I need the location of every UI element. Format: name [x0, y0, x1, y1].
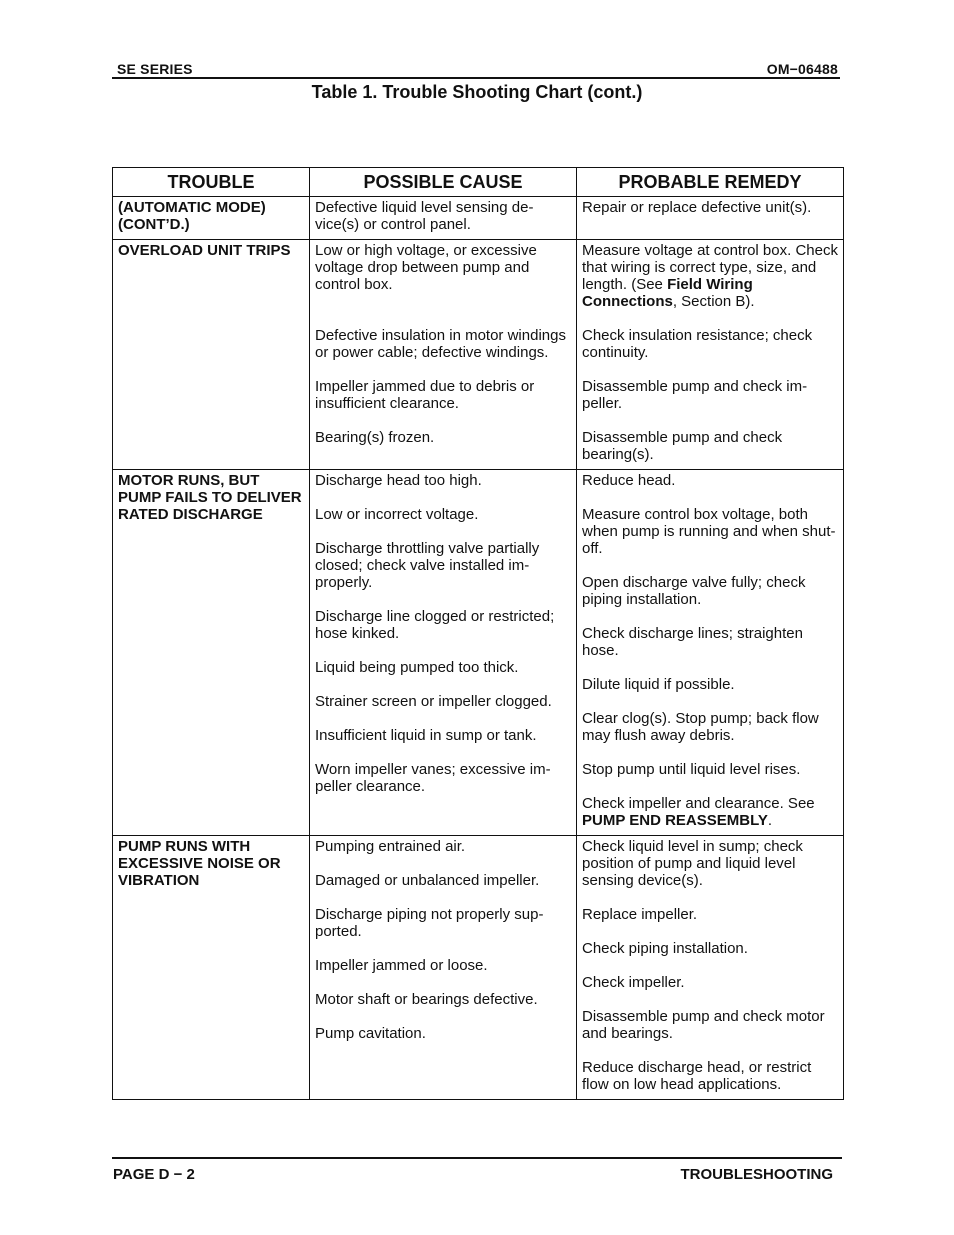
- trouble-cell: PUMP RUNS WITH EXCESSIVE NOISE OR VIBRATION: [113, 836, 310, 1100]
- possible-cause-cell: [310, 836, 577, 1100]
- cause-entry: Defective insulation in motor windings or power cable; defective windings.: [315, 327, 566, 361]
- remedy-entry: Reduce head.: [582, 472, 676, 489]
- possible-cause-cell: [310, 240, 577, 470]
- column-header-trouble: TROUBLE: [113, 168, 310, 197]
- remedy-entry: [582, 795, 838, 829]
- remedy-entry: Disassemble pump and check bearing(s).: [582, 429, 783, 463]
- cause-entry: Impeller jammed or loose.: [315, 957, 488, 974]
- remedy-entry: Reduce discharge head, or restrict flow on low head applications.: [582, 1059, 812, 1093]
- column-header-probable-remedy: PROBABLE REMEDY: [577, 168, 844, 197]
- table-row: [113, 470, 844, 836]
- remedy-entry: Check insulation resistance; check continuity.: [582, 327, 813, 361]
- remedy-reference: PUMP END REASSEMBLY: [582, 812, 768, 829]
- cause-entry: Strainer screen or impeller clogged.: [315, 693, 552, 710]
- remedy-entry: Stop pump until liquid level rises.: [582, 761, 801, 778]
- cause-entry: Discharge piping not properly supported.: [315, 906, 544, 940]
- header-doc-number: OM−06488: [766, 61, 838, 77]
- cause-entry: Liquid being pumped too thick.: [315, 659, 519, 676]
- table-row: [113, 836, 844, 1100]
- cause-entry: Insufficient liquid in sump or tank.: [315, 727, 537, 744]
- cause-entry: Pump cavitation.: [315, 1025, 426, 1042]
- probable-remedy-cell: [577, 836, 844, 1100]
- cause-entry: Defective liquid level sensing device(s) or control panel.: [315, 199, 534, 233]
- remedy-entry: Open discharge valve fully; check piping installation.: [582, 574, 806, 608]
- cause-entry: Low or high voltage, or excessive voltage drop between pump and control box.: [315, 242, 537, 293]
- probable-remedy-cell: [577, 470, 844, 836]
- remedy-text: Check impeller and clearance. See: [582, 795, 815, 812]
- table-body: [113, 197, 844, 1100]
- remedy-entry: Disassemble pump and check impeller.: [582, 378, 808, 412]
- table-row: [113, 240, 844, 470]
- table-title: Table 1. Trouble Shooting Chart (cont.): [311, 82, 643, 102]
- possible-cause-cell: [310, 470, 577, 836]
- remedy-text: Measure voltage at control box. Check that wiring is correct type, size, and length. (See: [582, 242, 838, 293]
- remedy-entry: Measure control box voltage, both when pump is running and when shut-off.: [582, 506, 836, 557]
- table-header-row: [113, 168, 844, 197]
- trouble-cell: (AUTOMATIC MODE) (CONT’D.): [113, 197, 310, 240]
- remedy-entry: Check discharge lines; straighten hose.: [582, 625, 803, 659]
- remedy-text-end: .: [767, 812, 773, 829]
- cause-entry: Discharge throttling valve partially closed; check valve installed improperly.: [315, 540, 540, 591]
- footer-page-number: PAGE D − 2: [113, 1166, 195, 1183]
- remedy-entry: Check liquid level in sump; check position of pump and liquid level sensing device(s).: [582, 838, 803, 889]
- cause-entry: Bearing(s) frozen.: [315, 429, 435, 446]
- cause-entry: Impeller jammed due to debris or insufficient clearance.: [315, 378, 535, 412]
- table-row: [113, 197, 844, 240]
- cause-entry: Motor shaft or bearings defective.: [315, 991, 538, 1008]
- header-series: SE SERIES: [117, 61, 193, 77]
- trouble-cell: MOTOR RUNS, BUT PUMP FAILS TO DELIVER RATED DISCHARGE: [113, 470, 310, 836]
- remedy-entry: Disassemble pump and check motor and bearings.: [582, 1008, 825, 1042]
- footer-section: TROUBLESHOOTING: [680, 1166, 833, 1183]
- remedy-reference: Field Wiring Connections: [582, 276, 753, 310]
- cause-entry: Low or incorrect voltage.: [315, 506, 479, 523]
- cause-entry: Discharge head too high.: [315, 472, 482, 489]
- cause-entry: Pumping entrained air.: [315, 838, 466, 855]
- remedy-entry: Check impeller.: [582, 974, 685, 991]
- remedy-entry: Dilute liquid if possible.: [582, 676, 735, 693]
- remedy-entry: Replace impeller.: [582, 906, 698, 923]
- cause-entry: Discharge line clogged or restricted; hose kinked.: [315, 608, 555, 642]
- remedy-entry: Clear clog(s). Stop pump; back flow may flush away debris.: [582, 710, 819, 744]
- remedy-entry: [582, 242, 838, 310]
- remedy-entry: Repair or replace defective unit(s).: [582, 199, 812, 216]
- probable-remedy-cell: [577, 240, 844, 470]
- trouble-cell: OVERLOAD UNIT TRIPS: [113, 240, 310, 470]
- remedy-text-end: , Section B).: [672, 293, 755, 310]
- possible-cause-cell: [310, 197, 577, 240]
- remedy-entry: Check piping installation.: [582, 940, 748, 957]
- cause-entry: Worn impeller vanes; excessive impeller clearance.: [315, 761, 551, 795]
- cause-entry: Damaged or unbalanced impeller.: [315, 872, 540, 889]
- column-header-possible-cause: POSSIBLE CAUSE: [310, 168, 577, 197]
- probable-remedy-cell: [577, 197, 844, 240]
- header-rule: [112, 77, 840, 79]
- footer-rule: [112, 1157, 842, 1159]
- trouble-shooting-table: [112, 167, 844, 1100]
